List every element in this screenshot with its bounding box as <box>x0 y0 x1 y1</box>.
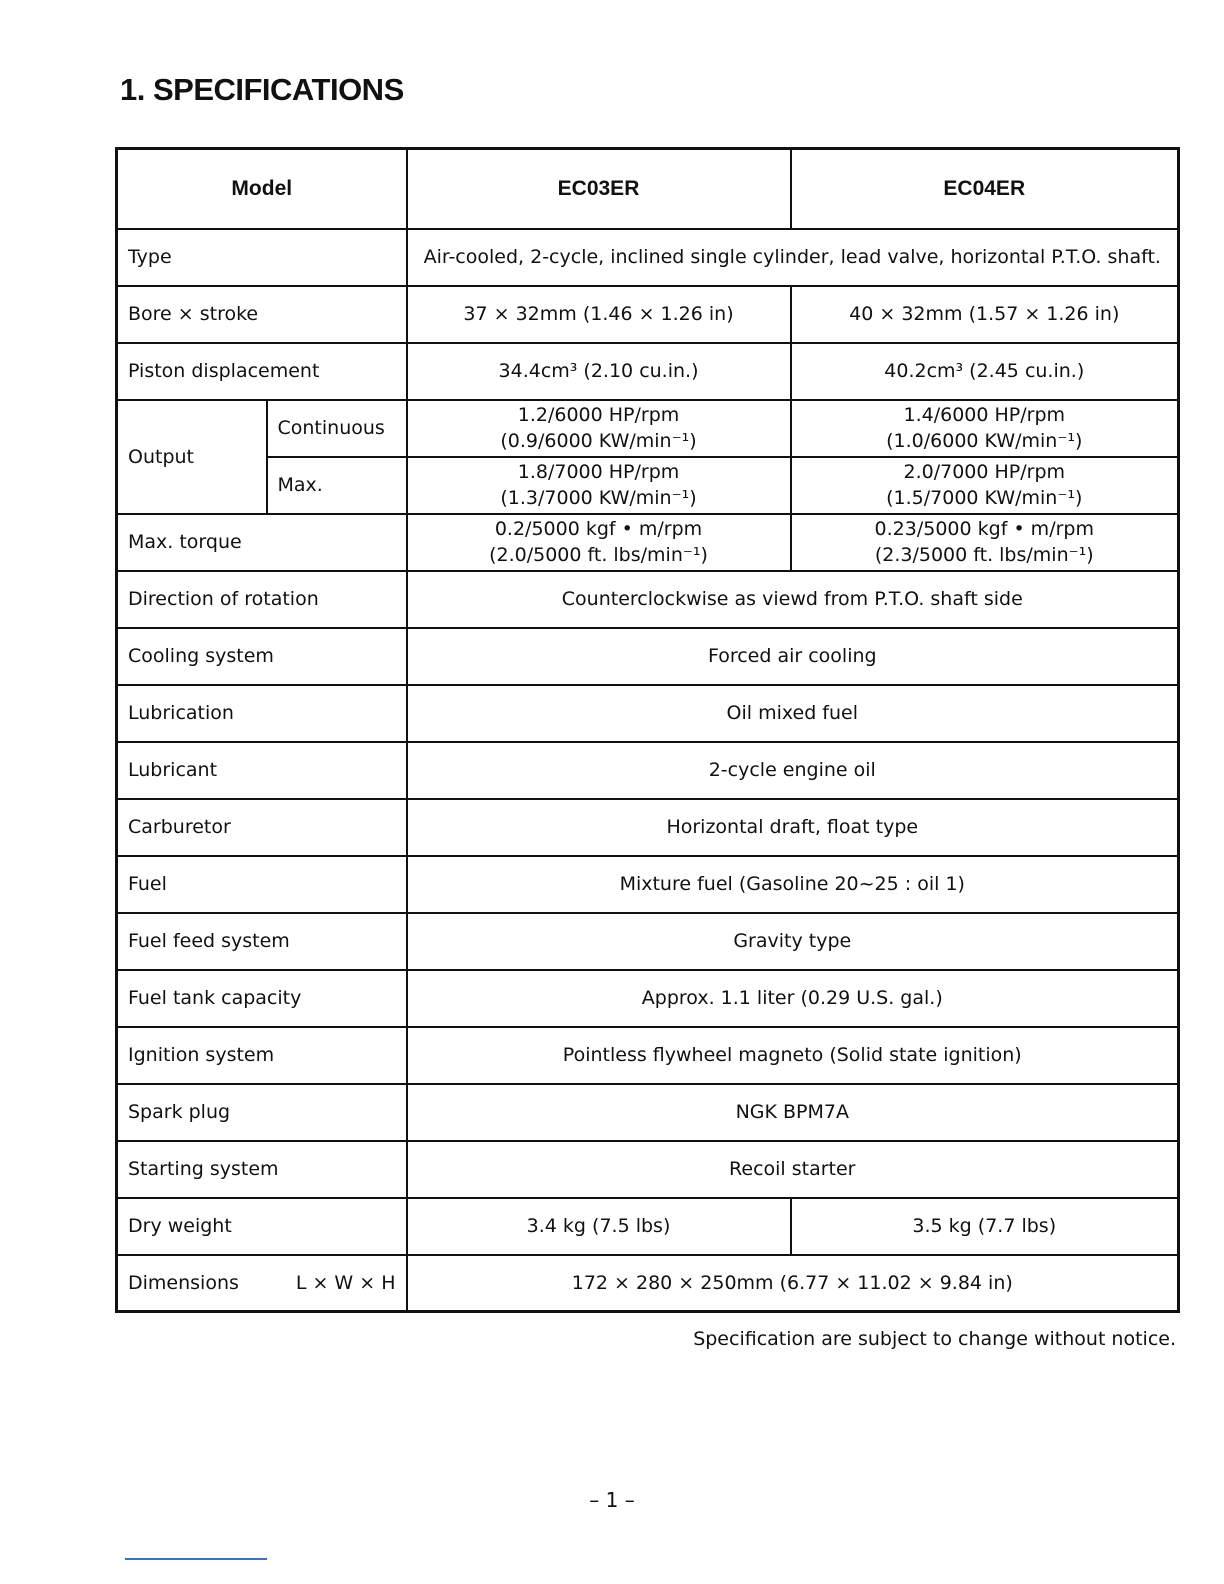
row-label-displacement: Piston displacement <box>117 343 407 400</box>
dimensions-sub-label: L × W × H <box>295 1271 396 1294</box>
dry-weight-ec04er: 3.5 kg (7.7 lbs) <box>791 1198 1179 1255</box>
torque-ec03er-metric: 0.2/5000 kgf • m/rpm <box>494 518 703 540</box>
row-label-fuel: Fuel <box>117 856 407 913</box>
page-number: – 1 – <box>589 1488 635 1512</box>
table-row <box>117 628 1179 685</box>
output-continuous-ec04er-kw: (1.0/6000 KW/min⁻¹) <box>886 430 1083 452</box>
row-label-carburetor: Carburetor <box>117 799 407 856</box>
row-label-lubricant: Lubricant <box>117 742 407 799</box>
table-row <box>117 856 1179 913</box>
displacement-ec03er: 34.4cm³ (2.10 cu.in.) <box>407 343 791 400</box>
bore-ec03er: 37 × 32mm (1.46 × 1.26 in) <box>407 286 791 343</box>
type-value: Air-cooled, 2-cycle, inclined single cylinder, lead valve, horizontal P.T.O. shaft. <box>407 229 1179 286</box>
bore-ec04er: 40 × 32mm (1.57 × 1.26 in) <box>791 286 1179 343</box>
table-header-row <box>117 149 1179 229</box>
row-label-fuel-feed: Fuel feed system <box>117 913 407 970</box>
ignition-value: Pointless flywheel magneto (Solid state ignition) <box>407 1027 1179 1084</box>
output-continuous-ec04er-hp: 1.4/6000 HP/rpm <box>903 404 1066 426</box>
output-max-ec04er-hp: 2.0/7000 HP/rpm <box>903 461 1066 483</box>
table-row <box>117 913 1179 970</box>
table-row <box>117 799 1179 856</box>
row-label-starting: Starting system <box>117 1141 407 1198</box>
header-ec03er: EC03ER <box>407 149 791 229</box>
row-label-torque: Max. torque <box>117 514 407 571</box>
table-row <box>117 457 1179 514</box>
torque-ec04er <box>791 514 1179 571</box>
fuel-tank-value: Approx. 1.1 liter (0.29 U.S. gal.) <box>407 970 1179 1027</box>
row-label-lubrication: Lubrication <box>117 685 407 742</box>
spark-plug-value: NGK BPM7A <box>407 1084 1179 1141</box>
starting-value: Recoil starter <box>407 1141 1179 1198</box>
dry-weight-ec03er: 3.4 kg (7.5 lbs) <box>407 1198 791 1255</box>
output-max-ec04er-kw: (1.5/7000 KW/min⁻¹) <box>886 487 1083 509</box>
table-row <box>117 1141 1179 1198</box>
table-row <box>117 1027 1179 1084</box>
row-label-bore: Bore × stroke <box>117 286 407 343</box>
torque-ec04er-metric: 0.23/5000 kgf • m/rpm <box>874 518 1094 540</box>
output-continuous-ec03er <box>407 400 791 457</box>
row-label-dry-weight: Dry weight <box>117 1198 407 1255</box>
row-label-spark-plug: Spark plug <box>117 1084 407 1141</box>
lubrication-value: Oil mixed fuel <box>407 685 1179 742</box>
fuel-value: Mixture fuel (Gasoline 20~25 : oil 1) <box>407 856 1179 913</box>
table-row <box>117 229 1179 286</box>
output-max-ec03er <box>407 457 791 514</box>
output-continuous-ec03er-hp: 1.2/6000 HP/rpm <box>517 404 680 426</box>
cooling-value: Forced air cooling <box>407 628 1179 685</box>
specifications-table <box>115 147 1180 1313</box>
table-row <box>117 685 1179 742</box>
output-max-ec04er <box>791 457 1179 514</box>
table-row <box>117 514 1179 571</box>
carburetor-value: Horizontal draft, float type <box>407 799 1179 856</box>
table-row <box>117 742 1179 799</box>
output-continuous-ec04er <box>791 400 1179 457</box>
table-row <box>117 970 1179 1027</box>
page-title: 1. SPECIFICATIONS <box>120 72 404 107</box>
table-row <box>117 1198 1179 1255</box>
table-row <box>117 1084 1179 1141</box>
row-label-cooling: Cooling system <box>117 628 407 685</box>
row-label-rotation: Direction of rotation <box>117 571 407 628</box>
torque-ec04er-imperial: (2.3/5000 ft. lbs/min⁻¹) <box>874 544 1094 566</box>
row-label-ignition: Ignition system <box>117 1027 407 1084</box>
table-row <box>117 400 1179 457</box>
table-row <box>117 343 1179 400</box>
output-max-ec03er-hp: 1.8/7000 HP/rpm <box>517 461 680 483</box>
fuel-feed-value: Gravity type <box>407 913 1179 970</box>
output-max-ec03er-kw: (1.3/7000 KW/min⁻¹) <box>500 487 697 509</box>
footer-divider <box>125 1558 267 1560</box>
row-label-fuel-tank: Fuel tank capacity <box>117 970 407 1027</box>
header-ec04er: EC04ER <box>791 149 1179 229</box>
rotation-value: Counterclockwise as viewd from P.T.O. shaft side <box>407 571 1179 628</box>
lubricant-value: 2-cycle engine oil <box>407 742 1179 799</box>
output-continuous-label: Continuous <box>267 400 407 457</box>
table-row <box>117 1255 1179 1312</box>
row-label-output: Output <box>117 400 267 514</box>
dimensions-value: 172 × 280 × 250mm (6.77 × 11.02 × 9.84 in) <box>407 1255 1179 1312</box>
table-row <box>117 571 1179 628</box>
header-model: Model <box>117 149 407 229</box>
output-continuous-ec03er-kw: (0.9/6000 KW/min⁻¹) <box>500 430 697 452</box>
row-label-dimensions-cell <box>117 1255 407 1312</box>
row-label-type: Type <box>117 229 407 286</box>
torque-ec03er <box>407 514 791 571</box>
displacement-ec04er: 40.2cm³ (2.45 cu.in.) <box>791 343 1179 400</box>
row-label-dimensions: Dimensions <box>128 1271 239 1294</box>
table-row <box>117 286 1179 343</box>
change-notice: Specification are subject to change without notice. <box>693 1328 1176 1350</box>
output-max-label: Max. <box>267 457 407 514</box>
torque-ec03er-imperial: (2.0/5000 ft. lbs/min⁻¹) <box>489 544 708 566</box>
